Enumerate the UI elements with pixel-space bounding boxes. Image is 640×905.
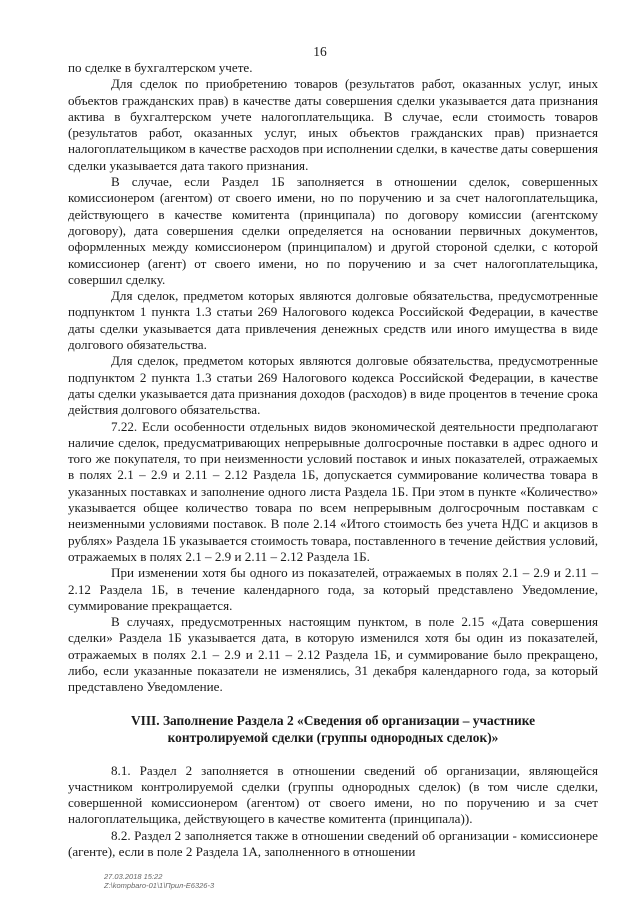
paragraph: При изменении хотя бы одного из показателей, отражаемых в полях 2.1 – 2.9 и 2.11 – 2.12 Раздела 1Б, в течение календарного года, за который представлено Уведомление, суммирование прекращается.: [68, 565, 598, 613]
paragraph-8-1: 8.1. Раздел 2 заполняется в отношении сведений об организации, являющейся участником контролируемой сделки (группы однородных сделок) (в том числе сделки, совершенной комиссионером (агентом) от своего имени, но по поручению и за счет налогоплательщика, действующего в качестве комитента (принципала)).: [68, 762, 598, 827]
footer-file-path: Z:\kompbaro-01\1\Прил-Е6326-3: [104, 881, 215, 890]
document-body: [68, 60, 598, 860]
section-heading: [68, 712, 598, 746]
paragraph: В случаях, предусмотренных настоящим пунктом, в поле 2.15 «Дата совершения сделки» Раздела 1Б указывается дата, в которую изменился хотя бы один из показателей, отражаемых в полях 2.1 – 2.9 и 2.11 – 2.12 Раздела 1Б, и суммирование было прекращено, либо, если указанные показатели не изменялись, 31 декабря календарного года, за который представлено Уведомление.: [68, 614, 598, 695]
paragraph: Для сделок по приобретению товаров (результатов работ, оказанных услуг, иных объектов гражданских прав) в качестве даты совершения сделки указывается дата признания актива в бухгалтерском учете налогоплательщика. В случае, если стоимость товаров (результатов работ, оказанных услуг, иных объектов гражданских прав) признается налогоплательщиком в качестве расходов при исполнении сделки, в качестве даты совершения сделки указывается дата такого признания.: [68, 76, 598, 173]
paragraph: по сделке в бухгалтерском учете.: [68, 60, 253, 75]
file-stamp-footer: [104, 872, 214, 890]
paragraph-8-2: 8.2. Раздел 2 заполняется также в отношении сведений об организации - комиссионере (агенте), если в поле 2 Раздела 1А, заполненного в отношении: [68, 827, 598, 860]
section-heading-line2: контролируемой сделки (группы однородных сделок)»: [167, 729, 499, 745]
paragraph: Для сделок, предметом которых являются долговые обязательства, предусмотренные подпунктом 2 пункта 1.3 статьи 269 Налогового кодекса Российской Федерации, в качестве даты сделки указывается дата признания доходов (расходов) в виде процентов в течение срока действия долгового обязательства.: [68, 353, 598, 418]
paragraph-7-22: 7.22. Если особенности отдельных видов экономической деятельности предполагают наличие сделок, предусматривающих непрерывные долгосрочные поставки в адрес одного и того же покупателя, то при неизменности условий поставок и иных показателей, отражаемых в полях 2.1 – 2.9 и 2.11 – 2.12 Раздела 1Б, допускается суммирование количества товара в указанных поставках и заполнение одного листа Раздела 1Б. При этом в пункте «Количество» указывается общее количество товара по всем непрерывным долгосрочным поставкам с неизменными условиями поставок. В поле 2.14 «Итого стоимость без учета НДС и акцизов в рублях» Раздела 1Б указывается стоимость товара, поставленного в течение действия условий, отражаемых в полях 2.1 – 2.9 и 2.11 – 2.12 Раздела 1Б.: [68, 418, 598, 564]
page-number: 16: [313, 44, 327, 59]
paragraph: В случае, если Раздел 1Б заполняется в отношении сделок, совершенных комиссионером (агентом) от своего имени, но по поручению и за счет налогоплательщика, действующего в качестве комитента (принципала) по договору комиссии (агентскому договору), дата совершения сделки определяется на основании первичных документов, оформленных между комиссионером (принципалом) и другой стороной сделки, с которой комиссионер (агент) от своего имени, но по поручению и за счет налогоплательщика, совершил сделку.: [68, 174, 598, 287]
section-heading-line1: VIII. Заполнение Раздела 2 «Сведения об организации – участнике: [130, 712, 536, 728]
footer-timestamp: 27.03.2018 15:22: [104, 872, 163, 881]
paragraph: Для сделок, предметом которых являются долговые обязательства, предусмотренные подпунктом 1 пункта 1.3 статьи 269 Налогового кодекса Российской Федерации, в качестве даты сделки указывается дата привлечения денежных средств или иного имущества в виде долгового обязательства.: [68, 288, 598, 353]
